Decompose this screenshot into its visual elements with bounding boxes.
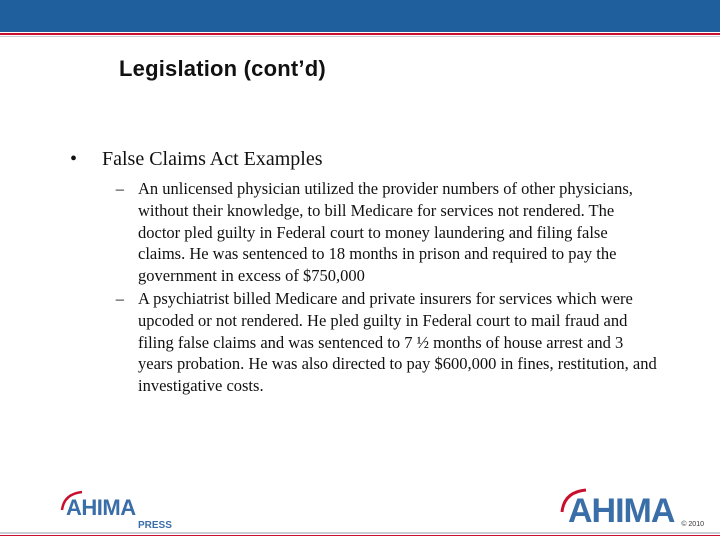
header-bar <box>0 0 720 32</box>
footer-rule-gray <box>0 532 720 534</box>
sub-bullet-item <box>70 178 670 287</box>
sub-bullet-text: A psychiatrist billed Medicare and private insurers for services which were upcoded or not rendered. He pled guilty in Federal court to mail fraud and filing false claims and was sentenced to 7 ½ months of house arrest and 3 years probation. He was also directed to pay $600,000 in fines, restitution, and investigative costs. <box>138 288 657 396</box>
bullet-text: False Claims Act Examples <box>102 148 323 170</box>
copyright-text: © 2010 <box>681 521 704 528</box>
bullet-marker: • <box>70 148 78 170</box>
sub-bullet-item <box>70 288 670 397</box>
footer-rule-red <box>0 535 720 536</box>
sub-bullet-marker: – <box>115 288 124 308</box>
header-rule-gray <box>0 36 720 37</box>
header-rule-red <box>0 33 720 35</box>
sub-bullet-list <box>70 178 670 397</box>
slide-content <box>70 146 670 397</box>
bullet-item <box>70 146 670 172</box>
logo-left-subtext: PRESS <box>138 520 172 531</box>
logo-left-text: AHIMA <box>66 495 136 520</box>
sub-bullet-marker: – <box>115 179 124 198</box>
slide-title: Legislation (cont’d) <box>119 56 326 81</box>
logo-right-text: AHIMA <box>568 492 675 528</box>
ahima-press-logo-icon <box>60 488 172 532</box>
sub-bullet-text: An unlicensed physician utilized the provider numbers of other physicians, without their knowledge, to bill Medicare for services not rendered. The doctor pled guilty in Federal court to money laundering and filing false claims. He was sentenced to 18 months in prison and required to pay the government in excess of $750,000 <box>138 179 633 286</box>
